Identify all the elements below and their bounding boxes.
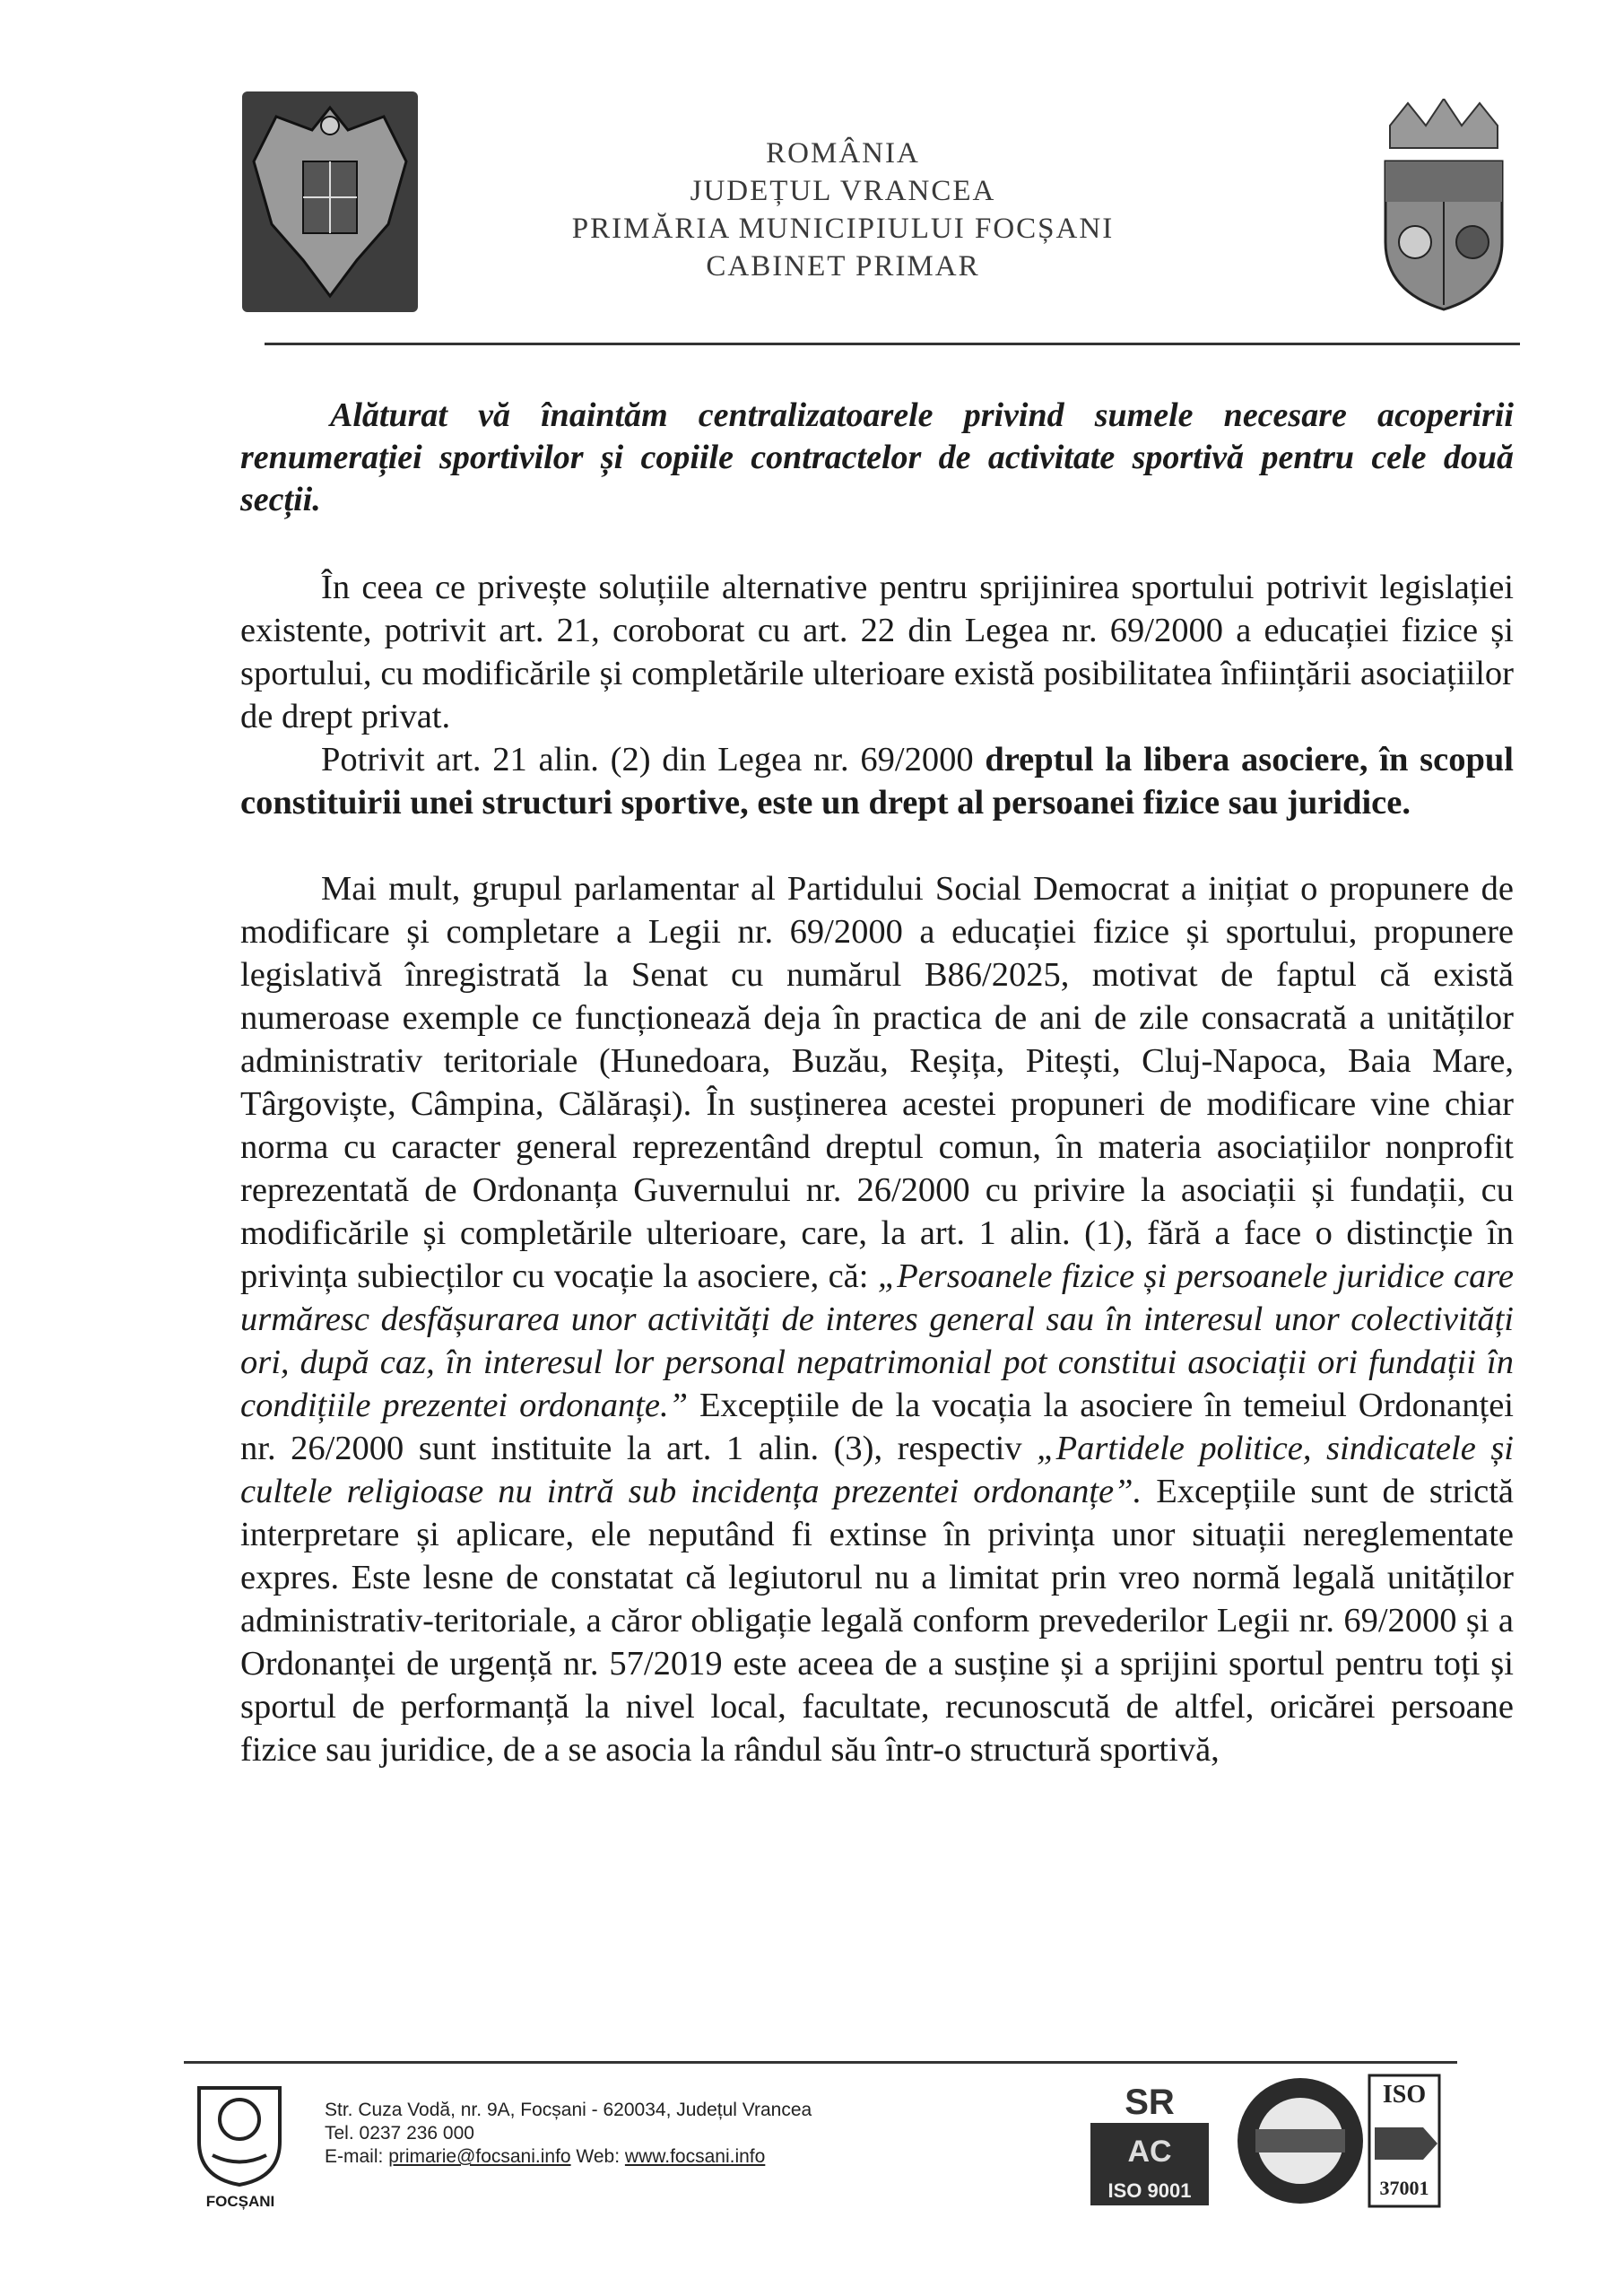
romania-coat-of-arms-icon (240, 90, 420, 314)
paragraph-legislative-proposal (240, 867, 1514, 1771)
proposal-text-b: Excepțiile de la vocația la asociere în temeiul Ordonanței nr. 26/2000 sunt instituite la art. 1 alin. (3), respectiv (240, 1387, 1514, 1467)
focsani-logo-icon (190, 2079, 289, 2187)
cert-37001-label: 37001 (1379, 2177, 1429, 2199)
email-label: E-mail: (325, 2146, 389, 2167)
paragraph-alternative-solutions: În ceea ce privește soluțiile alternative pentru sprijinirea sportului potrivit legislației existente, potrivit art. 21, coroborat cu art. 22 din Legea nr. 69/2000 a educației fizice și sportului, cu modificările și completările ulterioare există posibilitatea înființării asociațiilor de drept privat. (240, 569, 1514, 735)
web-label: Web: (570, 2146, 625, 2167)
contact-address: Str. Cuza Vodă, nr. 9A, Focșani - 620034, Județul Vrancea (325, 2100, 812, 2120)
focsani-coat-of-arms-icon (1363, 99, 1524, 314)
header-municipality: PRIMĂRIA MUNICIPIULUI FOCȘANI (571, 213, 1115, 245)
contact-info (325, 2099, 812, 2169)
proposal-quote-exceptions: „Partidele politice, sindicatele și cultele religioase nu intră sub incidența prezentei ordonanțe”. (240, 1430, 1515, 1510)
iso-37001-certification-icon (1368, 2074, 1441, 2208)
paragraph-right-lead: Potrivit art. 21 alin. (2) din Legea nr. 69/2000 (321, 741, 986, 778)
contact-links (325, 2145, 812, 2169)
paragraph-right-emphasis: dreptul la libera asociere, în scopul constituirii unei structuri sportive, este un drept al persoanei fizice sau juridice. (240, 741, 1514, 822)
footer-divider (184, 2061, 1457, 2064)
cert-sr-label: SR (1125, 2083, 1175, 2122)
proposal-text-c: Excepțiile sunt de strictă interpretare și aplicare, ele neputând fi extinse în privința unor situații nereglementate expres. Este lesne de constatat că legiutorul nu a limitat prin vreo normă legală unităților administrativ-teritoriale, a căror obligație legală conform prevederilor Legii nr. 69/2000 și a Ordonanței de urgență nr. 57/2019 este aceea de a susține și a sprijini sportul pentru toți și sportul de performanță la nivel local, facultate, recunoscută de altfel, oricărei persoane fizice sau juridice, de a se asocia la rândul său într-o structură sportivă, (240, 1473, 1515, 1769)
header-county: JUDEȚUL VRANCEA (690, 175, 996, 207)
header-office: CABINET PRIMAR (706, 250, 980, 283)
proposal-text-a: Mai mult, grupul parlamentar al Partidului Social Democrat a inițiat o propunere de modificare și completare a Legii nr. 69/2000 a educației fizice și sportului, propunere legislativă înregistrată la Senat cu numărul B86/2025, motivat de faptul că există numeroase exemple ce funcționează deja în practica de ani de zile consacrată a unităților administrativ teritoriale (Hunedoara, Buzău, Reșița, Pitești, Cluj-Napoca, Baia Mare, Târgoviște, Câmpina, Călărași). În susținerea acestei propuneri de modificare vine chiar norma cu caracter general reprezentând dreptul comun, în materia asociațiilor nonprofit reprezentată de Ordonanța Guvernului nr. 26/2000 cu privire la asociații și fundații, cu modificările și completările ulterioare, care, la art. 1 alin. (1), fără a face o distincție în privința subiecților cu vocație la asociere, că: (240, 870, 1514, 1295)
footer-logo-caption: FOCȘANI (205, 2193, 275, 2210)
letterhead (0, 0, 1624, 359)
header-divider (265, 343, 1520, 345)
contact-phone: Tel. 0237 236 000 (325, 2123, 474, 2144)
intro-paragraph: Alăturat vă înaintăm centralizatoarele privind sumele necesare acoperirii renumerației sportivilor și copiile contractelor de activitate sportivă pentru cele două secții. (240, 396, 1514, 518)
web-link[interactable]: www.focsani.info (624, 2146, 766, 2167)
paragraph-right-of-association (240, 738, 1514, 824)
email-link[interactable]: primarie@focsani.info (388, 2146, 571, 2167)
header-country: ROMÂNIA (766, 137, 920, 170)
cert-ac-label: AC (1127, 2135, 1172, 2169)
certification-seal-icon (1233, 2074, 1368, 2208)
sr-ac-iso9001-certification-icon (1087, 2074, 1212, 2208)
cert-iso9001-label: ISO 9001 (1107, 2179, 1192, 2202)
cert-iso-label: ISO (1382, 2081, 1427, 2109)
institution-header (502, 135, 1184, 285)
proposal-quote-ordinance: „Persoanele fizice și persoanele juridice care urmăresc desfășurarea unor activități de interes general sau în interesul unor colectivități ori, după caz, în interesul lor personal nepatrimonial pot constitui asociații ori fundații în condițiile prezentei ordonanțe.” (240, 1257, 1514, 1424)
letter-body (240, 395, 1514, 1771)
